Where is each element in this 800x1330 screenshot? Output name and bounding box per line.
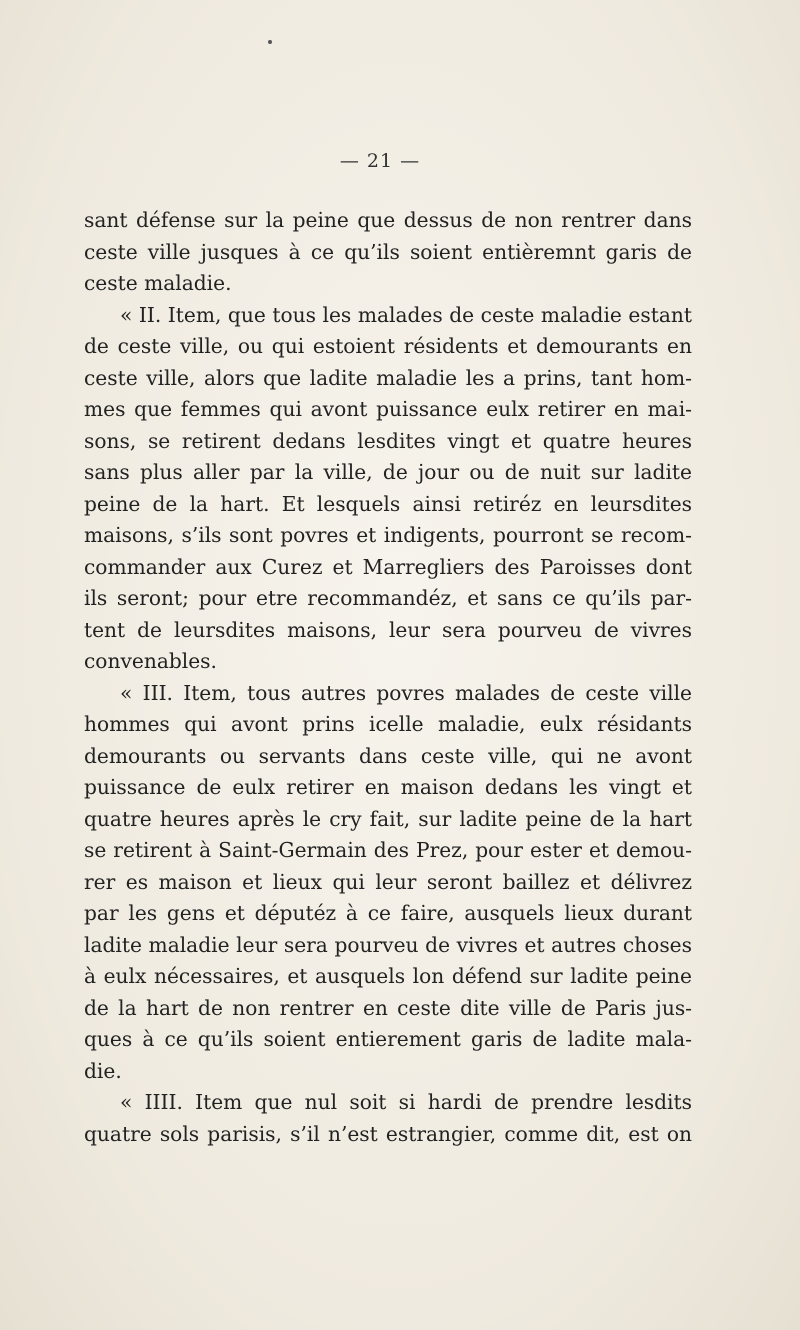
text-line: sons, se retirent dedans lesdites vingt et quatre heures: [84, 428, 692, 453]
text-line: de la hart de non rentrer en ceste dite ville de Paris jus-: [84, 995, 692, 1020]
text-line: « III. Item, tous autres povres malades de ceste ville: [120, 680, 692, 705]
text-line: demourants ou servants dans ceste ville, qui ne avont: [84, 743, 692, 768]
text-line: « II. Item, que tous les malades de ceste maladie estant: [120, 302, 692, 327]
text-line: tent de leursdites maisons, leur sera pourveu de vivres: [84, 617, 692, 642]
text-line: par les gens et députéz à ce faire, ausquels lieux durant: [84, 901, 692, 925]
text-line: se retirent à Saint-Germain des Prez, pour ester et demou-: [84, 838, 692, 862]
text-line: rer es maison et lieux qui leur seront baillez et délivrez: [84, 869, 692, 894]
text-line: quatre heures après le cry fait, sur ladite peine de la hart: [84, 806, 692, 831]
text-line: de ceste ville, ou qui estoient résidents et demourants en: [84, 334, 692, 358]
text-line: ceste ville jusques à ce qu’ils soient entièremnt garis de: [84, 239, 692, 264]
body-text: [84, 205, 692, 1150]
page-number: — 21 —: [339, 150, 421, 172]
ink-speck: [268, 40, 272, 44]
text-line: ques à ce qu’ils soient entierement garis de ladite mala-: [84, 1027, 692, 1051]
text-line: convenables.: [84, 649, 217, 673]
text-line: commander aux Curez et Marregliers des Paroisses dont: [84, 554, 692, 579]
text-line: hommes qui avont prins icelle maladie, eulx résidants: [84, 712, 692, 736]
text-line: à eulx nécessaires, et ausquels lon défend sur ladite peine: [84, 964, 692, 988]
text-line: sans plus aller par la ville, de jour ou de nuit sur ladite: [84, 460, 692, 484]
text-line: ceste ville, alors que ladite maladie les a prins, tant hom-: [84, 365, 692, 390]
text-line: « IIII. Item que nul soit si hardi de prendre lesdits: [120, 1090, 692, 1114]
text-line: mes que femmes qui avont puissance eulx retirer en mai-: [84, 397, 692, 421]
text-line: puissance de eulx retirer en maison dedans les vingt et: [84, 775, 692, 799]
text-line: ladite maladie leur sera pourveu de vivres et autres choses: [84, 932, 692, 957]
text-line: die.: [84, 1058, 122, 1083]
text-line: maisons, s’ils sont povres et indigents, pourront se recom-: [84, 523, 692, 547]
text-line: sant défense sur la peine que dessus de non rentrer dans: [84, 208, 692, 232]
text-line: ils seront; pour etre recommandéz, et sans ce qu’ils par-: [84, 586, 692, 610]
text-line: peine de la hart. Et lesquels ainsi retiréz en leursdites: [84, 491, 692, 516]
text-line: ceste maladie.: [84, 271, 232, 295]
text-line: quatre sols parisis, s’il n’est estrangier, comme dit, est on: [84, 1121, 692, 1146]
